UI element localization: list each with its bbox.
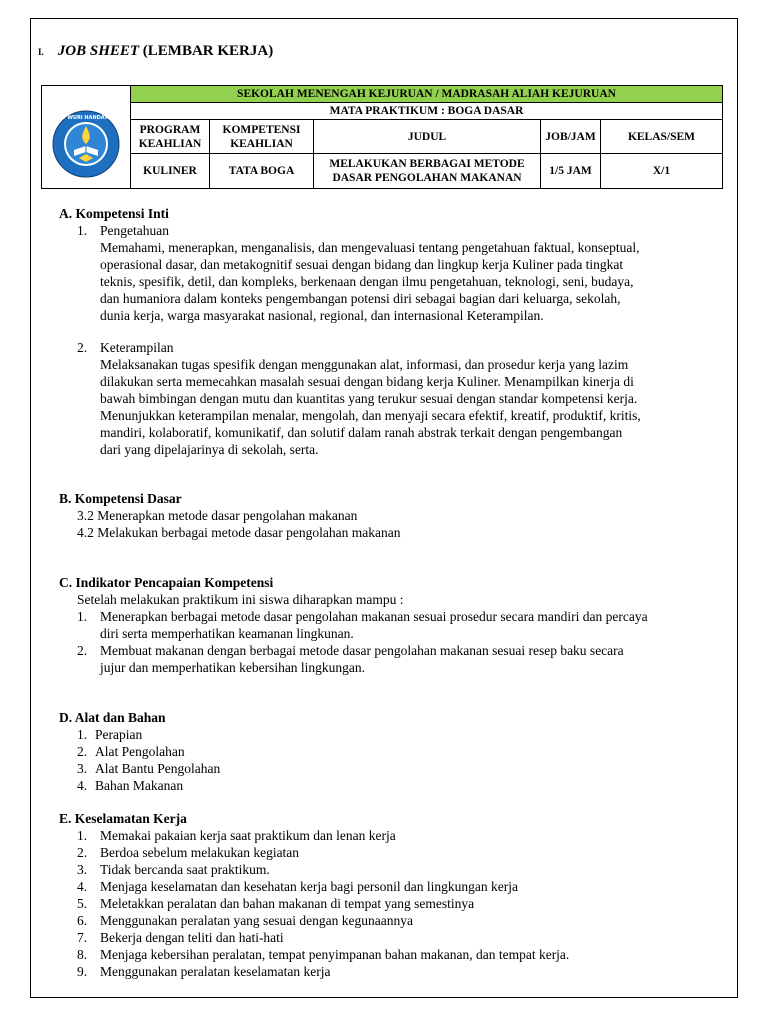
col-header-program: PROGRAM KEAHLIAN: [131, 120, 210, 153]
list-item: 4. Bahan Makanan: [77, 778, 184, 793]
section-kompetensi-dasar: [59, 491, 727, 541]
intro-text: Setelah melakukan praktikum ini siswa diharapkan mampu :: [77, 592, 404, 607]
section-title: D. Alat dan Bahan: [59, 710, 166, 725]
list-item: 9. Menggunakan peralatan keselamatan kerja: [77, 964, 331, 979]
list-item: 1. Menerapkan berbagai metode dasar pengolahan makanan sesuai prosedur secara mandiri dan percaya: [77, 609, 648, 624]
value-kompetensi: TATA BOGA: [210, 154, 314, 188]
value-jobjam: 1/5 JAM: [541, 154, 601, 188]
list-item: 8. Menjaga kebersihan peralatan, tempat penyimpanan bahan makanan, dan tempat kerja.: [77, 947, 570, 962]
tut-wuri-handayani-logo: [52, 110, 120, 178]
list-item: 2. Membuat makanan dengan berbagai metode dasar pengolahan makanan sesuai resep baku secara: [77, 643, 624, 658]
logo-text: TUT WURI HANDAYANI: [54, 115, 118, 121]
heading-rest: (LEMBAR KERJA): [139, 43, 274, 59]
list-item: 4.2 Melakukan berbagai metode dasar pengolahan makanan: [77, 525, 401, 540]
keterampilan-paragraph: Melaksanakan tugas spesifik dengan menggunakan alat, informasi, dan prosedur kerja yang lazim dilakukan serta memecahkan masalah sesuai dengan bidang kerja Kuliner. Menampilkan kinerja di bawah bimbingan dengan mutu dan kuantitas yang terukur sesuai dengan standar kompetensi kerja. Menunjukkan keterampilan menalar, mengolah, dan menyaji secara efektif, kreatif, produktif, kritis, mandiri, kolaboratif, komunikatif, dan solutif dalam ranah abstrak terkait dengan pengembangan dari yang dipelajarinya di sekolah, serta.: [100, 357, 641, 457]
section-kompetensi-inti: [59, 206, 727, 458]
subject-row: MATA PRAKTIKUM : BOGA DASAR: [131, 103, 722, 120]
column-header-row: [131, 120, 722, 154]
document-heading: [38, 43, 273, 60]
list-item: 4. Menjaga keselamatan dan kesehatan kerja bagi personil dan lingkungan kerja: [77, 879, 518, 894]
col-header-jobjam: JOB/JAM: [541, 120, 601, 153]
value-judul: MELAKUKAN BERBAGAI METODE DASAR PENGOLAHAN MAKANAN: [314, 154, 541, 188]
section-indikator: C. Indikator Pencapaian Kompetensi Setelah melakukan praktikum ini siswa diharapkan mampu : 1. Menerapkan berbagai metode dasar pengolahan makanan sesuai prosedur secara mandiri dan percaya diri serta memperhatikan keamanan lingkunan. 2. Membuat makanan dengan berbagai metode dasar pengolahan makanan sesuai resep baku secara jujur dan memperhatikan kebersihan lingkungan.: [59, 575, 727, 676]
col-header-kelas: KELAS/SEM: [627, 130, 696, 143]
section-title: C. Indikator Pencapaian Kompetensi: [59, 575, 274, 590]
section-keselamatan-kerja: [59, 811, 727, 980]
heading-roman-numeral: I.: [38, 47, 44, 57]
col-header-judul: JUDUL: [314, 120, 541, 153]
list-item: 2. Alat Pengolahan: [77, 744, 185, 759]
value-kelas: X/1: [652, 165, 671, 177]
list-item: 1. Memakai pakaian kerja saat praktikum dan lenan kerja: [77, 828, 396, 843]
list-item: 7. Bekerja dengan teliti dan hati-hati: [77, 930, 284, 945]
list-item: 3.2 Menerapkan metode dasar pengolahan makanan: [77, 508, 358, 523]
list-item: 2. Keterampilan: [77, 340, 174, 355]
header-table: [41, 85, 723, 189]
list-item: 3. Alat Bantu Pengolahan: [77, 761, 221, 776]
list-item: 3. Tidak bercanda saat praktikum.: [77, 862, 270, 877]
section-alat-bahan: [59, 710, 727, 794]
heading-italic: JOB SHEET: [57, 43, 140, 59]
section-title: A. Kompetensi Inti: [59, 206, 169, 221]
pengetahuan-paragraph: Memahami, menerapkan, menganalisis, dan mengevaluasi tentang pengetahuan faktual, konseptual, operasional dasar, dan metakognitif sesuai dengan bidang dan lingkup kerja Kuliner pada tingkat teknis, spesifik, detil, dan kompleks, berkenaan dengan ilmu pengetahuan, teknologi, seni, budaya, dan humaniora dalam konteks pengembangan potensi diri sebagai bagian dari keluarga, sekolah, dunia kerja, warga masyarakat nasional, regional, dan internasional Keterampilan.: [100, 240, 640, 323]
section-title: E. Keselamatan Kerja: [59, 811, 187, 826]
list-item: 6. Menggunakan peralatan yang sesuai dengan kegunaannya: [77, 913, 414, 928]
item-label: Keterampilan: [100, 340, 174, 355]
school-row: SEKOLAH MENENGAH KEJURUAN / MADRASAH ALIAH KEJURUAN: [131, 86, 722, 103]
list-item: 5. Meletakkan peralatan dan bahan makanan di tempat yang semestinya: [77, 896, 475, 911]
logo-cell: [42, 86, 131, 188]
col-header-kompetensi: KOMPETENSI KEAHLIAN: [210, 120, 314, 153]
list-item: 1. Perapian: [77, 727, 143, 742]
job-sheet-page: [30, 18, 738, 998]
value-program: KULINER: [131, 154, 210, 188]
item-label: Pengetahuan: [100, 223, 169, 238]
section-title: B. Kompetensi Dasar: [59, 491, 182, 506]
list-item: 1. Pengetahuan: [77, 223, 169, 238]
value-row: [131, 154, 722, 188]
list-item: 2. Berdoa sebelum melakukan kegiatan: [77, 845, 300, 860]
